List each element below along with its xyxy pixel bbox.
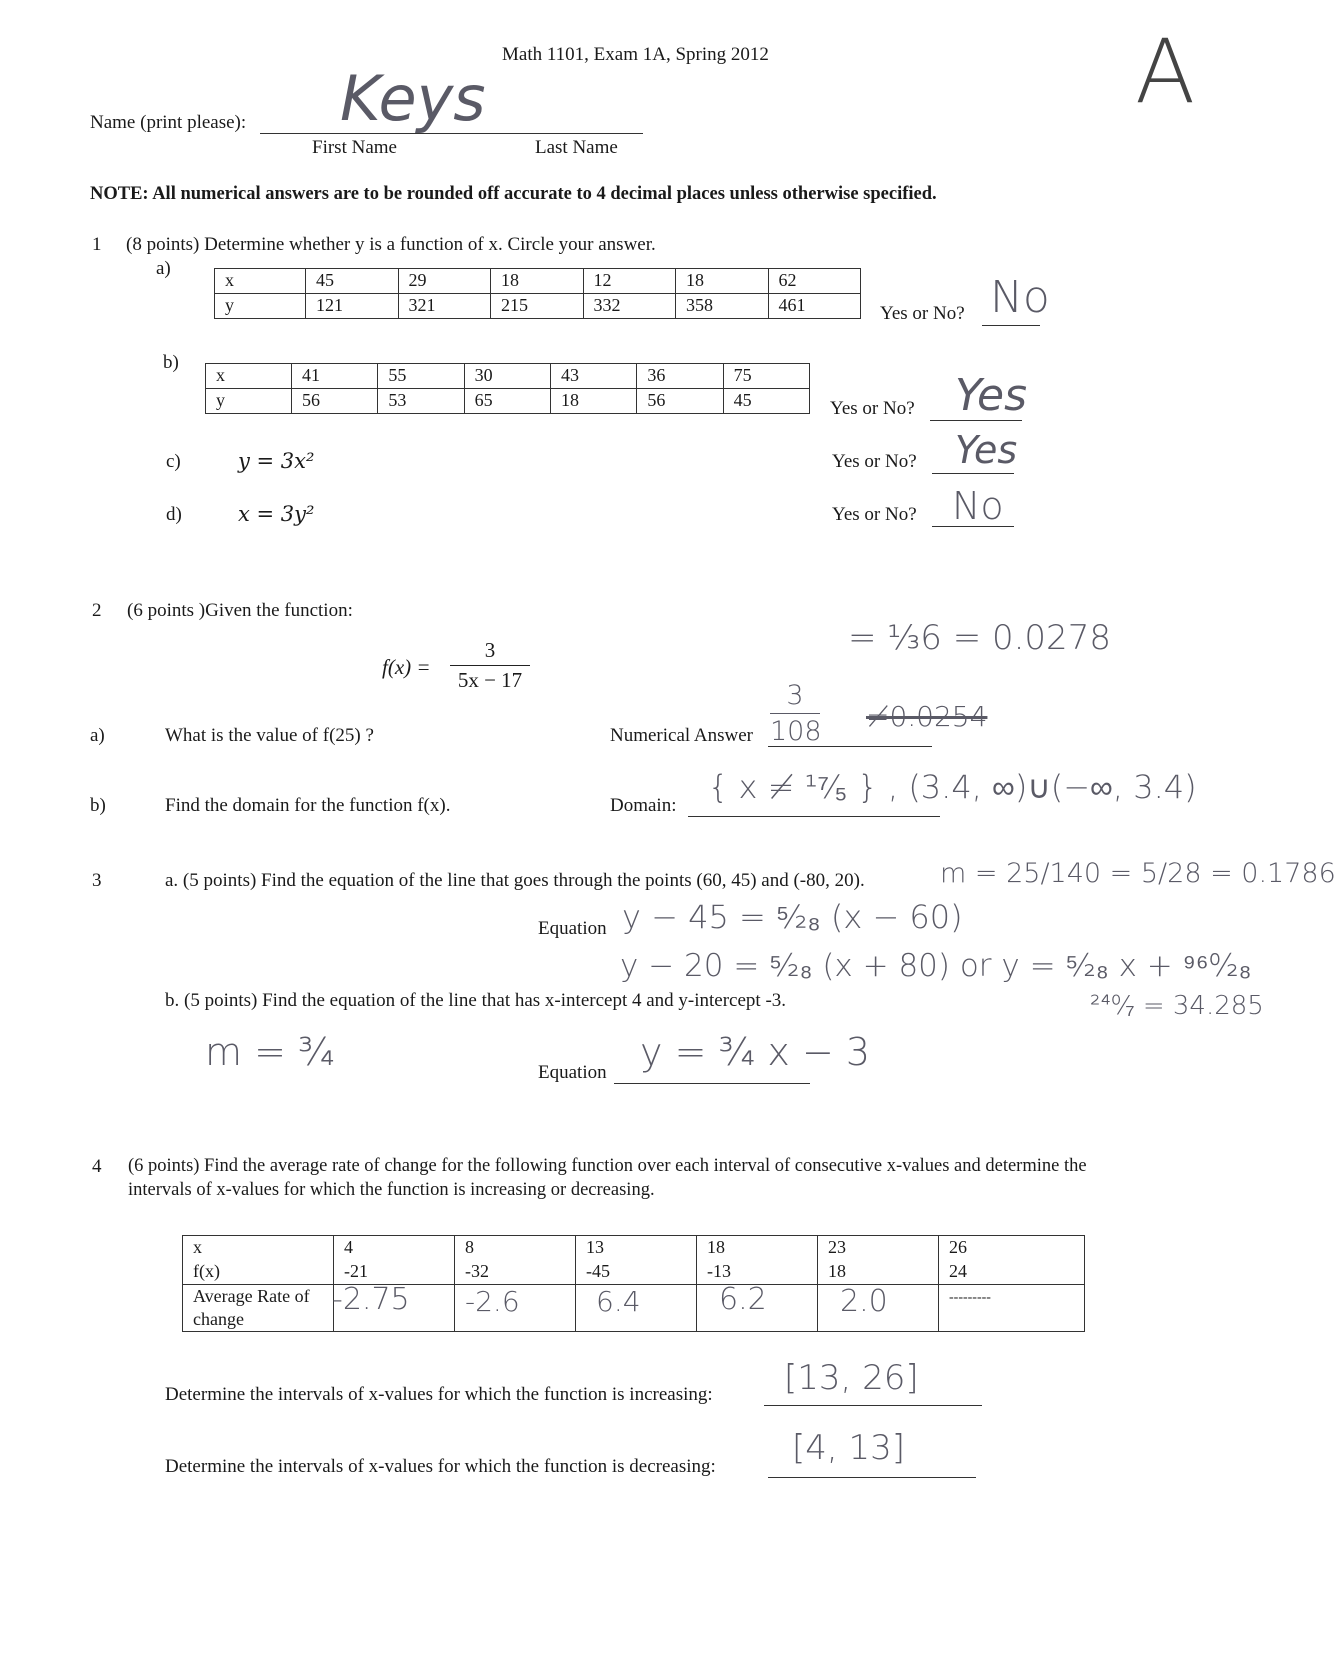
q3b-hw-equation: y = ¾ x − 3	[640, 1030, 871, 1074]
q4-decreasing-answer-line	[768, 1477, 976, 1478]
rate-value: -2.6	[465, 1285, 520, 1318]
table-cell: 121	[306, 294, 399, 319]
q1-number: 1	[92, 234, 102, 255]
table-cell: y	[206, 389, 292, 414]
table-cell: -21	[334, 1260, 455, 1285]
table-cell: 13	[576, 1236, 697, 1261]
q1a-answer-line	[982, 325, 1040, 326]
table-cell: 45	[306, 269, 399, 294]
rate-value: 2.0	[840, 1284, 888, 1319]
table-cell: 321	[398, 294, 491, 319]
table-cell: 65	[464, 389, 550, 414]
table-cell: 30	[464, 364, 550, 389]
q3b-text: b. (5 points) Find the equation of the line that has x-intercept 4 and y-intercept -3.	[165, 990, 787, 1011]
q3-number: 3	[92, 870, 102, 891]
exam-title: Math 1101, Exam 1A, Spring 2012	[502, 44, 769, 65]
table-cell: 41	[292, 364, 378, 389]
note-text: NOTE: All numerical answers are to be rounded off accurate to 4 decimal places unless otherwise specified.	[90, 184, 937, 204]
table-cell: 461	[768, 294, 861, 319]
q1b-answer: Yes	[955, 370, 1028, 421]
table-cell: Average Rate of change	[183, 1285, 334, 1332]
table-cell: x	[183, 1236, 334, 1261]
q1-prompt: (8 points) Determine whether y is a function of x. Circle your answer.	[126, 234, 656, 255]
q1d-equation: x = 3y²	[238, 502, 315, 526]
table-cell: ---------	[939, 1285, 1085, 1332]
q2b-text: Find the domain for the function f(x).	[165, 795, 451, 816]
table-cell: f(x)	[183, 1260, 334, 1285]
fraction-bar	[450, 665, 530, 666]
q4-prompt-line1: (6 points) Find the average rate of change for the following function over each interval of consecutive x-values and determine the	[128, 1156, 1087, 1176]
table-cell: 8	[455, 1236, 576, 1261]
rate-cell	[455, 1285, 576, 1332]
q4-decreasing-text: Determine the intervals of x-values for which the function is decreasing:	[165, 1456, 716, 1477]
q4-table	[182, 1235, 1085, 1332]
q2b-label: b)	[90, 795, 106, 816]
table-cell: 56	[292, 389, 378, 414]
version-mark: A	[1135, 20, 1196, 123]
q3a-hw-equation: y − 45 = ⁵⁄₂₈ (x − 60)	[622, 898, 963, 936]
q3b-answer-line	[614, 1083, 810, 1084]
table-cell: x	[206, 364, 292, 389]
rate-value: -2.75	[332, 1282, 410, 1317]
q4-number: 4	[92, 1156, 102, 1177]
rate-cell	[818, 1285, 939, 1332]
rate-cell	[332, 1282, 455, 1332]
table-cell: -45	[576, 1260, 697, 1285]
table-cell: 18	[818, 1260, 939, 1285]
q1d-label: d)	[166, 504, 182, 525]
q1a-label: a)	[156, 258, 171, 279]
q1c-answer-line	[932, 473, 1014, 474]
rate-value: 6.2	[719, 1282, 767, 1317]
table-cell: x	[215, 269, 306, 294]
table-cell: 45	[723, 389, 809, 414]
table-cell: 12	[583, 269, 676, 294]
q1c-ask: Yes or No?	[832, 451, 917, 472]
q4-increasing-answer-line	[764, 1405, 982, 1406]
table-cell: 4	[334, 1236, 455, 1261]
q2b-answer-label: Domain:	[610, 795, 677, 816]
q2b-answer-line	[688, 816, 940, 817]
table-cell: 18	[550, 389, 636, 414]
q1c-equation: y = 3x²	[238, 449, 315, 473]
table-cell: 55	[378, 364, 464, 389]
table-cell: 75	[723, 364, 809, 389]
q4-increasing-answer: [13, 26]	[784, 1358, 919, 1398]
q2a-hw-numerator: 3	[786, 680, 804, 711]
rate-cell	[697, 1282, 818, 1332]
table-cell: 43	[550, 364, 636, 389]
table-cell: y	[215, 294, 306, 319]
q2-prompt: (6 points )Given the function:	[127, 600, 353, 621]
rate-value: 6.4	[596, 1285, 641, 1318]
table-cell: 56	[637, 389, 723, 414]
q2a-hw-decimal: = ⅓6 = 0.0278	[848, 618, 1111, 658]
table-cell: 23	[818, 1236, 939, 1261]
q2a-hw-struck: ≠0.0254	[866, 700, 988, 733]
q1b-table	[205, 363, 810, 414]
q3a-hw-slope: m = 25/140 = 5/28 = 0.1786	[940, 858, 1336, 889]
q1d-ask: Yes or No?	[832, 504, 917, 525]
handwritten-name: Keys	[340, 62, 486, 135]
q2a-answer-label: Numerical Answer	[610, 725, 753, 746]
q4-decreasing-answer: [4, 13]	[792, 1428, 906, 1468]
q4-prompt-line2: intervals of x-values for which the function is increasing or decreasing.	[128, 1180, 655, 1200]
q2-function-fraction	[450, 638, 530, 693]
q2-function-lhs: f(x) =	[382, 655, 431, 679]
table-cell: 18	[697, 1236, 818, 1261]
q2-number: 2	[92, 600, 102, 621]
table-cell: 215	[491, 294, 584, 319]
table-cell: 358	[676, 294, 769, 319]
q4-increasing-text: Determine the intervals of x-values for which the function is increasing:	[165, 1384, 713, 1405]
q3a-hw-side-calc: ²⁴⁰⁄₇ = 34.285	[1090, 991, 1264, 1021]
q3a-text: a. (5 points) Find the equation of the line that goes through the points (60, 45) and (-80, 20).	[165, 870, 865, 891]
q1a-answer: No	[990, 272, 1050, 323]
table-cell: 18	[676, 269, 769, 294]
q1a-ask: Yes or No?	[880, 303, 965, 324]
q2-function-numerator: 3	[484, 638, 496, 662]
q3a-hw-equation-alt: y − 20 = ⁵⁄₂₈ (x + 80) or y = ⁵⁄₂₈ x + ⁹⁶⁰⁄₂₈	[620, 948, 1252, 984]
q1a-table	[214, 268, 861, 319]
q3a-equation-label: Equation	[538, 918, 607, 939]
q2-function-denominator: 5x − 17	[457, 668, 523, 692]
q2a-text: What is the value of f(25) ?	[165, 725, 374, 746]
table-cell: -32	[455, 1260, 576, 1285]
q1d-answer: No	[952, 484, 1004, 528]
first-name-label: First Name	[312, 137, 397, 158]
q1b-label: b)	[163, 352, 179, 373]
table-cell: 62	[768, 269, 861, 294]
q2b-hw-domain: { x ≠ ¹⁷⁄₅ } , (3.4, ∞)∪(−∞, 3.4)	[708, 768, 1197, 806]
table-cell: 53	[378, 389, 464, 414]
last-name-label: Last Name	[535, 137, 618, 158]
q2a-label: a)	[90, 725, 105, 746]
q3b-equation-label: Equation	[538, 1062, 607, 1083]
fraction-bar	[770, 713, 820, 714]
q2a-hw-fraction	[770, 680, 820, 747]
table-cell: 332	[583, 294, 676, 319]
rate-cell	[576, 1285, 697, 1332]
name-label: Name (print please):	[90, 112, 247, 133]
table-cell: 36	[637, 364, 723, 389]
table-cell: -13	[697, 1260, 818, 1285]
table-cell: 26	[939, 1236, 1085, 1261]
q1b-ask: Yes or No?	[830, 398, 915, 419]
table-cell: 18	[491, 269, 584, 294]
q1c-answer: Yes	[955, 428, 1018, 472]
q1c-label: c)	[166, 451, 181, 472]
q3b-hw-slope: m = ¾	[205, 1030, 335, 1074]
table-cell: 24	[939, 1260, 1085, 1285]
table-cell: 29	[398, 269, 491, 294]
q2a-hw-denominator: 108	[770, 716, 822, 747]
